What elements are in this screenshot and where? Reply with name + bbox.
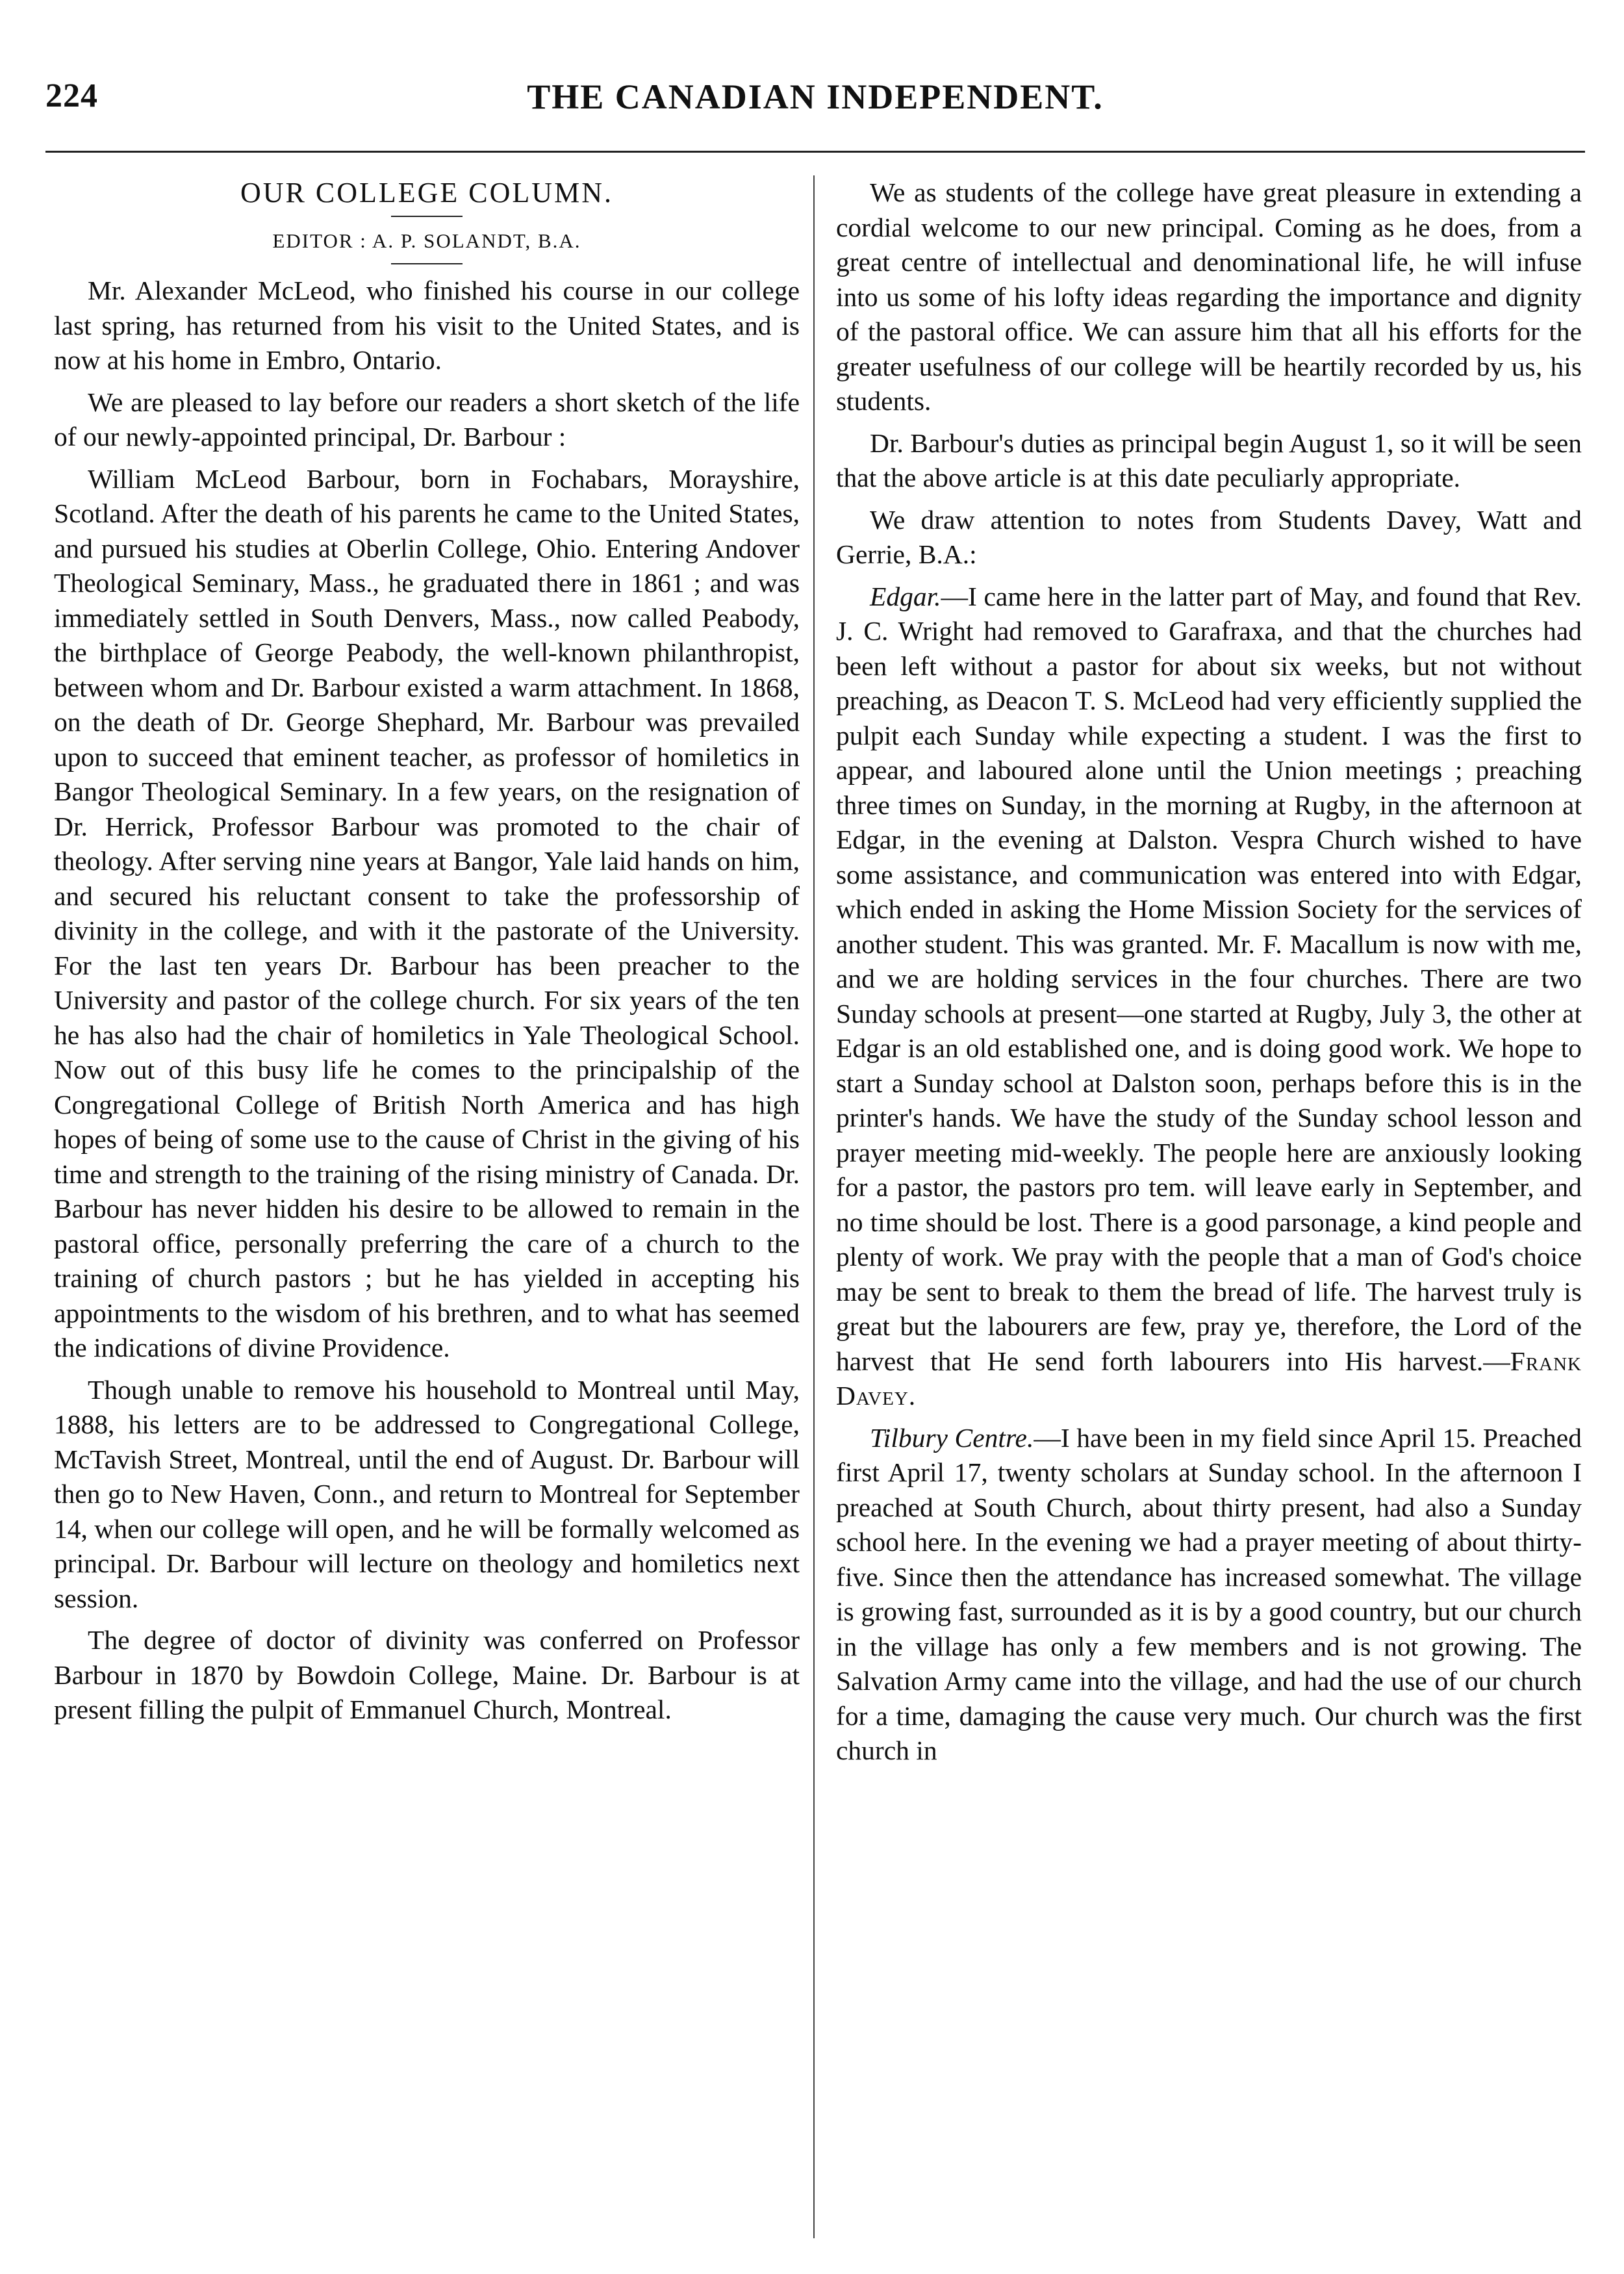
- tilbury-lead: Tilbury Centre.: [870, 1422, 1034, 1453]
- running-title: THE CANADIAN INDEPENDENT.: [527, 77, 1104, 116]
- paragraph-degree: The degree of doctor of divinity was conferred on Professor Barbour in 1870 by Bowdoin College, Maine. Dr. Barbour is at present filling the pulpit of Emmanuel Church, Montreal.: [54, 1625, 800, 1724]
- paragraph-intro-sketch: We are pleased to lay before our readers a short sketch of the life of our newly-appointed principal, Dr. Barbour :: [54, 387, 800, 452]
- paragraph-welcome: We as students of the college have great pleasure in extending a cordial welcome to our new principal. Coming as he does, from a great centre of intellectual and denominational life, he will infuse into us some of his lofty ideas regarding the importance and dignity of the pastoral office. We can assure him that all his efforts for the greater usefulness of our college will be heartily recorded by us, his students.: [836, 177, 1582, 416]
- paragraph-arrival: Though unable to remove his household to Montreal until May, 1888, his letters are to be addressed to Congregational College, McTavish Street, Montreal, until the end of August. Dr. Barbour will then go to New Haven, Conn., and return to Montreal for September 14, when our college will open, and he will be formally welcomed as principal. Dr. Barbour will lecture on theology and homiletics next session.: [54, 1374, 800, 1613]
- right-column: [836, 175, 1582, 1776]
- column-divider: [813, 175, 815, 2238]
- editor-rule: [391, 263, 463, 264]
- edgar-lead: Edgar.: [870, 581, 941, 611]
- page-number: 224: [45, 77, 98, 114]
- left-column: [54, 175, 800, 1735]
- editor-line: EDITOR : A. P. SOLANDT, B.A.: [272, 229, 581, 252]
- page-header: [45, 77, 1585, 129]
- tilbury-text: —I have been in my field since April 15. Preached first April 17, twenty scholars at Sunday school. In the afternoon I preached at South Church, about thirty present, had also a Sunday school here. In the evening we had a prayer meeting of about thirty-five. Since then the attendance has increased somewhat. The village is growing fast, surrounded as it is by a good country, but our church in the village has only a few members and is not growing. The Salvation Army came into the village, and had the use of our church for a time, damaging the cause very much. Our church was the first church in: [836, 1422, 1582, 1765]
- edgar-text: —I came here in the latter part of May, and found that Rev. J. C. Wright had removed to Garafraxa, and that the churches had been left without a pastor for about six weeks, but not without preaching, as Deacon T. S. McLeod had very efficiently supplied the pulpit each Sunday while expecting a student. I was the first to appear, and laboured alone until the Union meetings ; preaching three times on Sunday, in the morning at Rugby, in the afternoon at Edgar, in the evening at Dalston. Vespra Church wished to have some assistance, and communication was entered into with Edgar, which ended in asking the Home Mission Society for the services of another student. This was granted. Mr. F. Macallum is now with me, and we are holding services in the four churches. There are two Sunday schools at present—one started at Rugby, July 3, the other at Edgar is an old established one, and is doing good work. We hope to start a Sunday school at Dalston soon, perhaps before this is in the printer's hands. We have the study of the Sunday school lesson and prayer meeting mid-weekly. The people here are anxiously looking for a pastor, the pastors pro tem. will leave early in September, and no time should be lost. There is a good parsonage, a kind people and plenty of work. We pray with the people that a man of God's choice may be sent to break to them the bread of life. The harvest truly is great but the labourers are few, pray ye, therefore, the Lord of the harvest that He send forth labourers into His harvest.—: [836, 581, 1582, 1376]
- paragraph-tilbury: [836, 1421, 1582, 1769]
- edgar-signature: Frank Davey.: [836, 1346, 1582, 1411]
- paragraph-mcleod: Mr. Alexander McLeod, who finished his course in our college last spring, has returned from his visit to the United States, and is now at his home in Embro, Ontario.: [54, 275, 800, 375]
- column-title: OUR COLLEGE COLUMN.: [240, 177, 613, 209]
- paragraph-duties: Dr. Barbour's duties as principal begin August 1, so it will be seen that the above article is at this date peculiarly appropriate.: [836, 428, 1582, 492]
- header-rule: [45, 151, 1585, 153]
- paragraph-edgar: [836, 580, 1582, 1414]
- paragraph-notes-intro: We draw attention to notes from Students Davey, Watt and Gerrie, B.A.:: [836, 504, 1582, 569]
- title-rule: [391, 216, 463, 217]
- paragraph-biography: William McLeod Barbour, born in Fochabars, Morayshire, Scotland. After the death of his parents he came to the United States, and pursued his studies at Oberlin College, Ohio. Entering Andover Theological Seminary, Mass., he graduated there in 1861 ; and was immediately settled in South Denvers, Mass., now called Peabody, the birthplace of George Peabody, the well-known philanthropist, between whom and Dr. Barbour existed a warm attachment. In 1868, on the death of Dr. George Shephard, Mr. Barbour was prevailed upon to succeed that eminent teacher, as professor of homiletics in Bangor Theological Seminary. In a few years, on the resignation of Dr. Herrick, Professor Barbour was promoted to the chair of theology. After serving nine years at Bangor, Yale laid hands on him, and secured his reluctant consent to take the professorship of divinity in the college, and with it the pastorate of the University. For the last ten years Dr. Barbour has been preacher to the University and pastor of the college church. For six years of the ten he has also had the chair of homiletics in Yale Theological School. Now out of this busy life he comes to the principalship of the Congregational College of British North America and has high hopes of being of some use to the cause of Christ in the giving of his time and strength to the training of the rising ministry of Canada. Dr. Barbour has never hidden his desire to be allowed to remain in the pastoral office, personally preferring the care of a church to the training of church pastors ; but he has yielded in accepting his appointments to the wisdom of his brethren, and to what has seemed the indications of divine Providence.: [54, 463, 800, 1362]
